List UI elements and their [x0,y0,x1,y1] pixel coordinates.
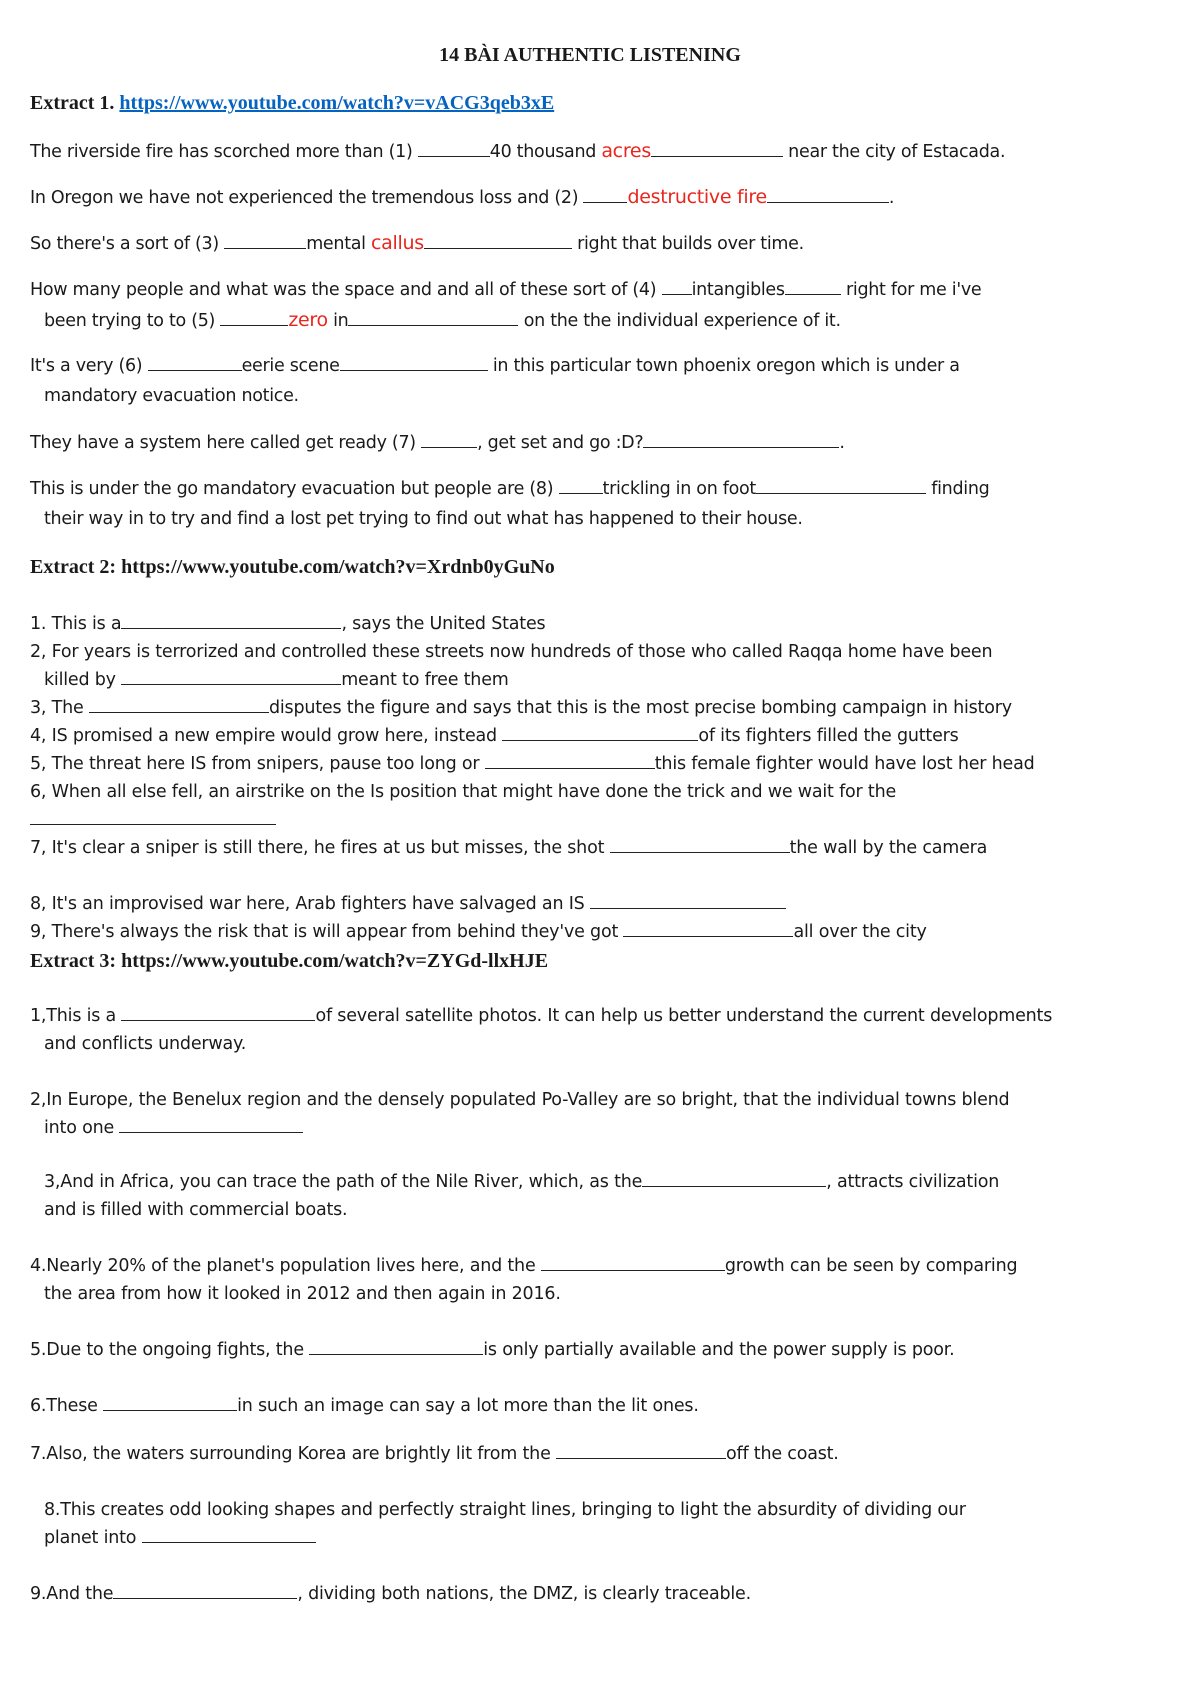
extract-1-heading [30,92,554,115]
extract-1-label: Extract 1. [30,92,115,114]
extract-3-q8 [30,1496,1174,1524]
text: 5.Due to the ongoing fights, the [30,1340,310,1360]
text: , attracts civilization [826,1172,1000,1192]
answer-text: zero [288,309,328,331]
extract-3-q4-cont [30,1280,1174,1308]
blank [502,722,698,741]
text: 2, For years is terrorized and controlled these streets now hundreds of those who called Raqqa home have been [30,642,993,662]
page-title: 14 BÀI AUTHENTIC LISTENING [439,44,741,66]
answer-text: callus [371,232,424,254]
text: the area from how it looked in 2012 and then again in 2016. [44,1284,561,1304]
blank [142,1524,316,1543]
text: 3, The [30,698,89,718]
extract-1-line-9 [30,475,1160,503]
blank [119,1114,303,1133]
text: the wall by the camera [789,838,988,858]
blank [662,276,692,295]
text: 7.Also, the waters surrounding Korea are brightly lit from the [30,1444,556,1464]
extract-2-q1 [30,610,1160,638]
text: In Oregon we have not experienced the tremendous loss and (2) [30,188,584,208]
text: and is filled with commercial boats. [44,1200,348,1220]
extract-2-q9 [30,918,1160,946]
text: 6.These [30,1396,104,1416]
text: intangibles [691,280,785,300]
extract-2-heading: Extract 2: https://www.youtube.com/watch?v=Xrdnb0yGuNo [30,556,555,578]
extract-2-q6-cont [30,806,1160,834]
text: this female fighter would have lost her head [654,754,1035,774]
text: 40 thousand [489,142,602,162]
blank [559,475,603,494]
text: killed by [44,670,122,690]
text: eerie scene [241,356,340,376]
text: growth can be seen by comparing [724,1256,1018,1276]
blank [309,1336,483,1355]
text: meant to free them [341,670,509,690]
text: 9.And the [30,1584,114,1604]
blank [220,307,288,326]
blank [756,475,926,494]
text: 7, It's clear a sniper is still there, he fires at us but misses, the shot [30,838,610,858]
blank [785,276,841,295]
extract-3-q5 [30,1336,1160,1364]
extract-2-q4 [30,722,1160,750]
blank [121,610,341,629]
text: 3,And in Africa, you can trace the path of the Nile River, which, as the [44,1172,643,1192]
extract-3-heading: Extract 3: https://www.youtube.com/watch?v=ZYGd-llxHJE [30,950,549,972]
extract-1-line-1 [30,137,1160,166]
blank [103,1392,237,1411]
blank [767,184,889,203]
text: in this particular town phoenix oregon which is under a [487,356,960,376]
blank [541,1252,725,1271]
text: How many people and what was the space and and all of these sort of (4) [30,280,662,300]
text: So there's a sort of (3) [30,234,225,254]
blank [113,1580,297,1599]
blank [485,750,655,769]
blank [348,307,518,326]
extract-3-q6 [30,1392,1160,1420]
text: been trying to to (5) [44,311,221,331]
extract-1-line-8 [30,429,1160,457]
blank [121,666,341,685]
extract-1-line-6 [30,352,1160,380]
text: 8, It's an improvised war here, Arab fighters have salvaged an IS [30,894,590,914]
extract-2-q6 [30,778,1160,806]
extract-2-q8 [30,890,1160,918]
text: on the the individual experience of it. [518,311,841,331]
blank [556,1440,726,1459]
extract-3-q9 [30,1580,1160,1608]
text: in such an image can say a lot more than the lit ones. [237,1396,699,1416]
text: . [839,433,845,453]
blank [424,230,572,249]
extract-3-q3-cont [30,1196,1174,1224]
extract-1-line-4 [30,276,1160,304]
extract-1-line-7 [30,382,1174,410]
extract-3-q1 [30,1002,1160,1030]
blank [121,1002,315,1021]
text: 2,In Europe, the Benelux region and the densely populated Po-Valley are so bright, that the individual towns blend [30,1090,1010,1110]
text: planet into [44,1528,142,1548]
blank [623,918,793,937]
text: of several satellite photos. It can help us better understand the current developments [315,1006,1053,1026]
text: 8.This creates odd looking shapes and perfectly straight lines, bringing to light the absurdity of dividing our [44,1500,966,1520]
text: their way in to try and find a lost pet trying to find out what has happened to their house. [44,509,803,529]
text: in [327,311,349,331]
text: right that builds over time. [571,234,804,254]
extract-2-q3 [30,694,1160,722]
blank [340,352,488,371]
extract-1-line-2 [30,183,1160,212]
blank [583,184,627,203]
blank [643,429,839,448]
text: , get set and go :D? [477,433,644,453]
answer-text: acres [601,140,651,162]
extract-3-q2-cont [30,1114,1174,1142]
extract-3-q4 [30,1252,1160,1280]
text: finding [926,479,990,499]
extract-3-q1-cont [30,1030,1174,1058]
blank [418,138,490,157]
text: 1,This is a [30,1006,122,1026]
text: of its fighters filled the gutters [698,726,959,746]
answer-text: destructive fire [627,186,767,208]
blank [224,230,306,249]
blank [651,138,783,157]
text: and conflicts underway. [44,1034,247,1054]
extract-1-line-5 [30,306,1174,335]
text: This is under the go mandatory evacuation but people are (8) [30,479,559,499]
text: They have a system here called get ready (7) [30,433,422,453]
text: 5, The threat here IS from snipers, pause too long or [30,754,485,774]
blank [590,890,786,909]
text: off the coast. [726,1444,839,1464]
extract-1-line-3 [30,229,1160,258]
extract-2-q2-cont [30,666,1174,694]
extract-1-link[interactable]: https://www.youtube.com/watch?v=vACG3qeb3xE [119,92,555,114]
text: trickling in on foot [602,479,756,499]
text: 4, IS promised a new empire would grow here, instead [30,726,503,746]
extract-2-q5 [30,750,1160,778]
extract-2-q7 [30,834,1160,862]
extract-3-q3 [30,1168,1174,1196]
text: all over the city [793,922,927,942]
text: . [888,188,895,208]
extract-1-line-10 [30,505,1174,533]
text: near the city of Estacada. [782,142,1006,162]
text: mandatory evacuation notice. [44,386,299,406]
text: 1. This is a [30,614,122,634]
extract-3-q8-cont [30,1524,1174,1552]
extract-3-q2 [30,1086,1160,1114]
extract-3-q7 [30,1440,1160,1468]
text: 9, There's always the risk that is will appear from behind they've got [30,922,624,942]
text: 6, When all else fell, an airstrike on the Is position that might have done the trick and we wait for the [30,782,897,802]
text: mental [306,234,372,254]
text: into one [44,1118,120,1138]
blank [148,352,242,371]
text: right for me i've [840,280,982,300]
text: The riverside fire has scorched more than (1) [30,142,418,162]
blank [610,834,790,853]
text: 4.Nearly 20% of the planet's population lives here, and the [30,1256,541,1276]
text: , dividing both nations, the DMZ, is clearly traceable. [297,1584,751,1604]
blank [421,429,477,448]
blank [642,1168,826,1187]
blank [30,806,276,825]
text: is only partially available and the power supply is poor. [483,1340,955,1360]
blank [89,694,269,713]
text: It's a very (6) [30,356,148,376]
text: disputes the figure and says that this is the most precise bombing campaign in history [268,698,1012,718]
text: , says the United States [341,614,546,634]
extract-2-q2 [30,638,1160,666]
